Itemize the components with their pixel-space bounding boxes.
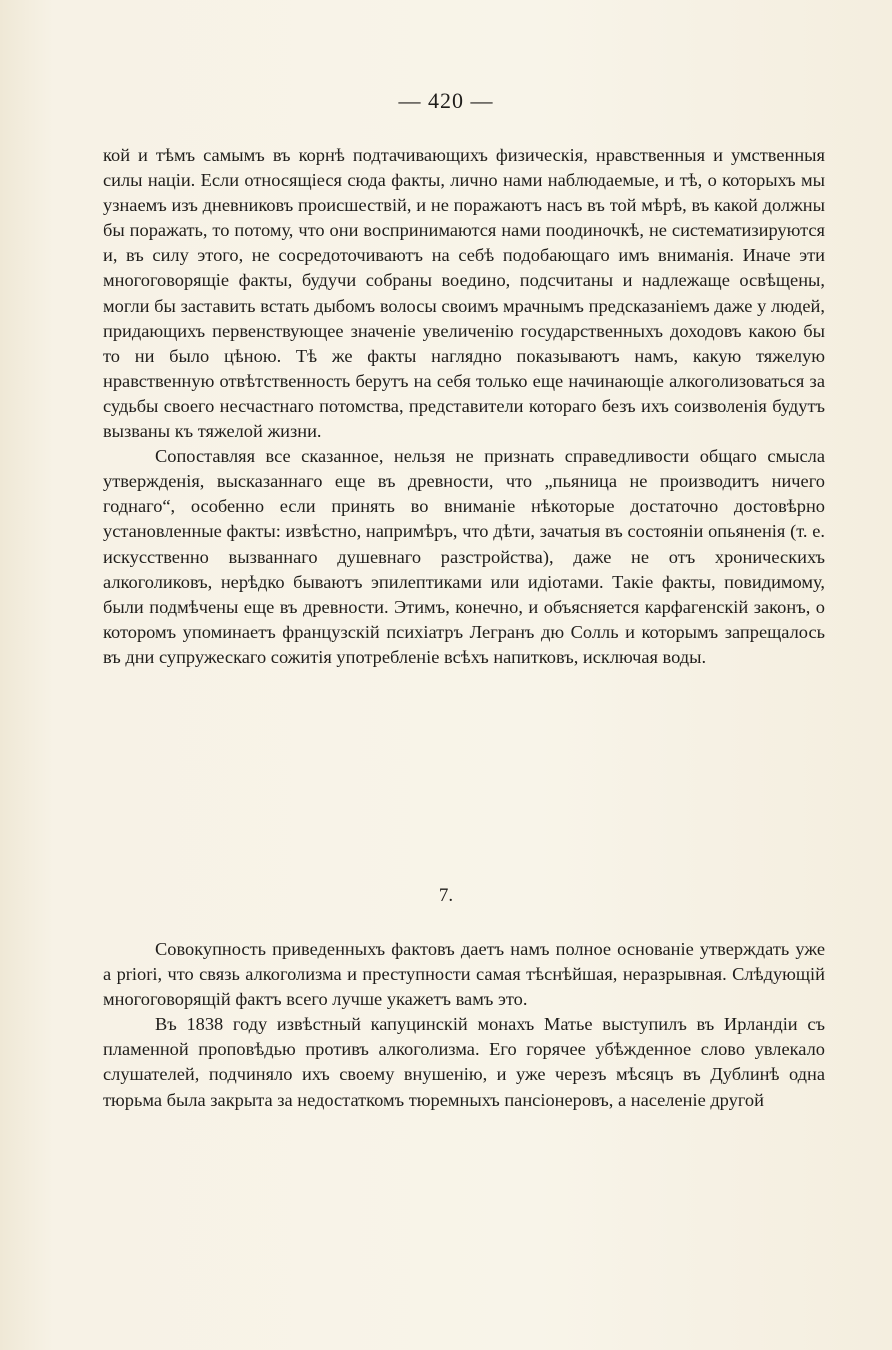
text-block-bottom <box>103 937 825 1113</box>
paragraph: Сопоставляя все сказанное, нельзя не признать справедливости общаго смысла утвержденія, высказаннаго еще въ древности, что „пьяница не производитъ ничего годнаго“, особенно если принять во вниманіе нѣкоторые достаточно достовѣрно установленные факты: извѣстно, напримѣръ, что дѣти, зачатыя въ состояніи опьяненія (т. е. искусственно вызваннаго душевнаго разстройства), даже не отъ хроническихъ алкоголиковъ, нерѣдко бываютъ эпилептиками или идіотами. Такіе факты, повидимому, были подмѣчены еще въ древности. Этимъ, конечно, и объясняется карфагенскій законъ, о которомъ упоминаетъ французскій психіатръ Легранъ дю Солль и которымъ запрещалось въ дни супружескаго сожитія употребленіе всѣхъ напитковъ, исключая воды. <box>103 446 825 667</box>
text-block-top <box>103 143 825 670</box>
paragraph: Въ 1838 году извѣстный капуцинскій монахъ Матье выступилъ въ Ирландіи съ пламенной проповѣдью противъ алкоголизма. Его горячее убѣжденное слово увлекало слушателей, подчиняло ихъ своему внушенію, и уже черезъ мѣсяцъ въ Дублинѣ одна тюрьма была закрыта за недостаткомъ тюремныхъ пансіонеровъ, а населеніе другой <box>103 1014 825 1110</box>
paragraph-continuation: кой и тѣмъ самымъ въ корнѣ подтачивающихъ физическія, нравственныя и умственныя силы націи. Если относящіеся сюда факты, лично нами наблюдаемые, и тѣ, о которыхъ мы узнаемъ изъ дневниковъ происшествій, и не поражаютъ насъ въ той мѣрѣ, въ какой должны бы поражать, то потому, что они воспринимаются нами поодиночкѣ, не систематизируются и, въ силу этого, не сосредоточиваютъ на себѣ подобающаго имъ вниманія. Иначе эти многоговорящіе факты, будучи собраны воедино, подсчитаны и надлежаще освѣщены, могли бы заставить встать дыбомъ волосы своимъ мрачнымъ предсказаніемъ даже у людей, придающихъ первенствующее значеніе увеличенію государственныхъ доходовъ какою бы то ни было цѣною. Тѣ же факты наглядно показываютъ намъ, какую тяжелую нравственную отвѣтственность берутъ на себя только еще начинающіе алкоголизоваться за судьбы своего несчастнаго потомства, представители котораго безъ ихъ соизволенія будутъ вызваны къ тяжелой жизни. <box>103 145 825 442</box>
page-number: — 420 — <box>398 88 494 113</box>
section-number: 7. <box>438 885 454 906</box>
paragraph: Совокупность приведенныхъ фактовъ даетъ намъ полное основаніе утверждать уже a priori, что связь алкоголизма и преступности самая тѣснѣйшая, неразрывная. Слѣдующій многоговорящій фактъ всего лучше укажетъ вамъ это. <box>103 939 825 1010</box>
